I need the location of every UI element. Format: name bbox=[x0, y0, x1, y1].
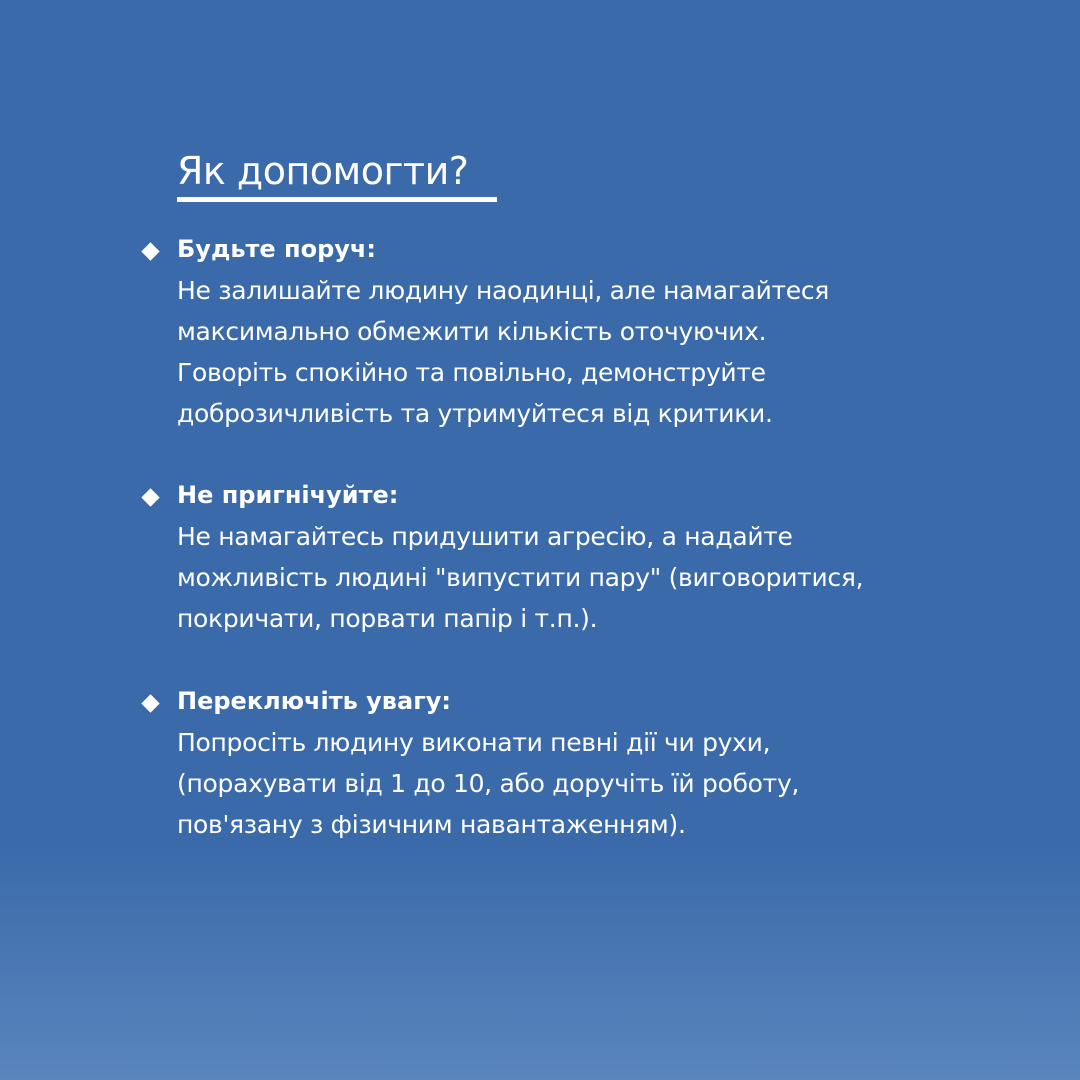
tip-text-line: Не залишайте людину наодинці, але намагайтеся bbox=[177, 276, 830, 305]
tip-text-line: доброзичливість та утримуйтеся від критики. bbox=[177, 399, 773, 428]
tip-text-line: пов'язану з фізичним навантаженням). bbox=[177, 810, 686, 839]
diamond-bullet-icon bbox=[141, 242, 159, 260]
tip-heading: Будьте поруч: bbox=[177, 235, 377, 263]
tip-heading: Не пригнічуйте: bbox=[177, 481, 399, 509]
tip-text-line: Говоріть спокійно та повільно, демонструйте bbox=[177, 358, 766, 387]
tip-heading: Переключіть увагу: bbox=[177, 687, 451, 715]
tip-text-line: покричати, порвати папір і т.п.). bbox=[177, 604, 598, 633]
tip-text-line: Не намагайтесь придушити агресію, а надайте bbox=[177, 522, 793, 551]
tip-text-line: (порахувати від 1 до 10, або доручіть їй роботу, bbox=[177, 769, 800, 798]
tip-text-line: максимально обмежити кількість оточуючих. bbox=[177, 317, 767, 346]
page-title: Як допомогти? bbox=[177, 149, 469, 193]
tip-text-line: Попросіть людину виконати певні дії чи рухи, bbox=[177, 728, 771, 757]
tip-text-line: можливість людині "випустити пару" (виговоритися, bbox=[177, 563, 864, 592]
title-underline bbox=[177, 197, 497, 202]
diamond-bullet-icon bbox=[141, 694, 159, 712]
diamond-bullet-icon bbox=[141, 488, 159, 506]
